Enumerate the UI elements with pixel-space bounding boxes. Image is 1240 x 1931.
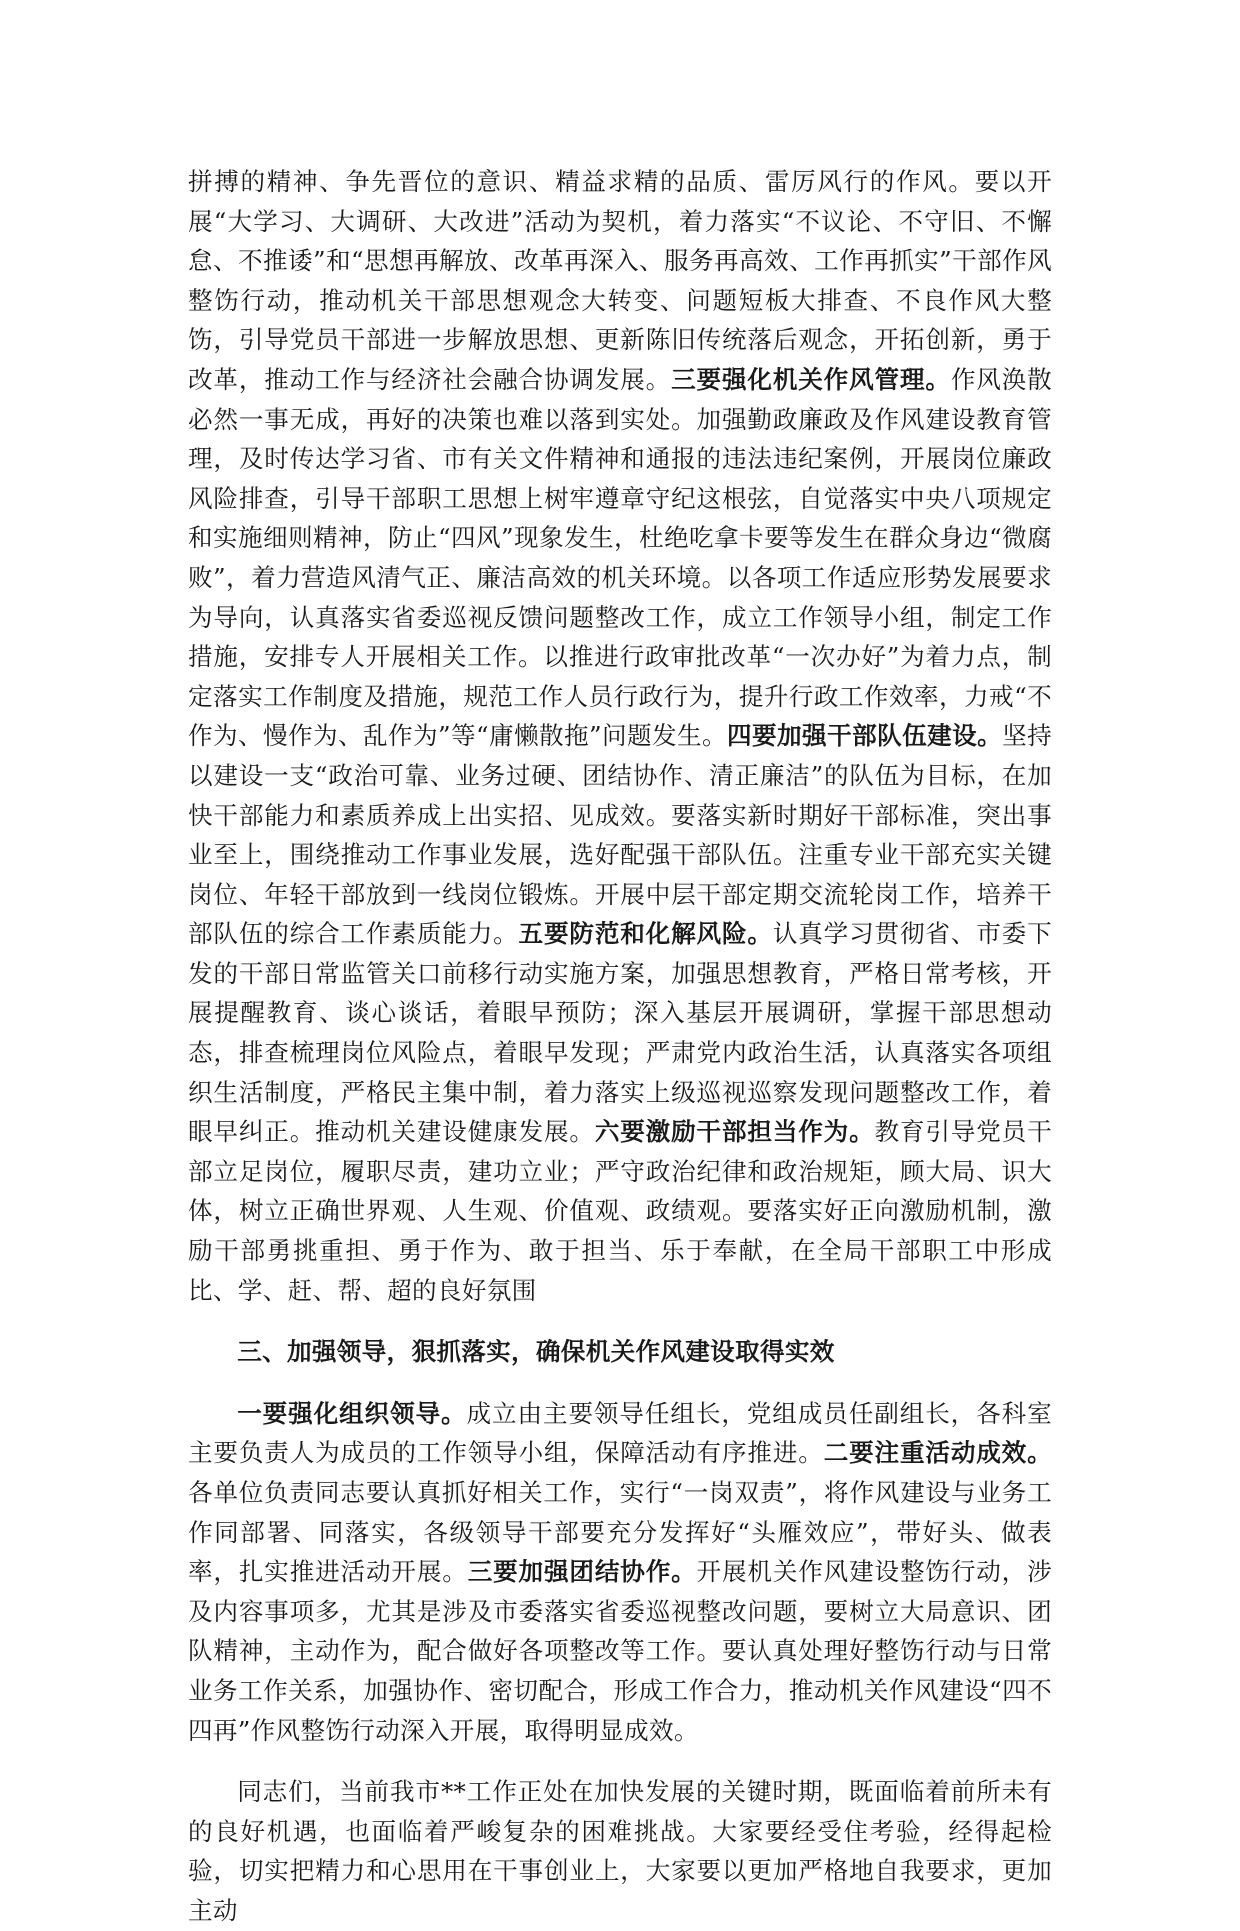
text-segment: 教育引导党员干部立足岗位，履职尽责，建功立业；严守政治纪律和政治规矩，顾大局、识大体，树立正确世界观、人生观、价值观、政绩观。要落实好正向激励机制，激励干部勇挑重担、勇于作为、敢于担当、乐于奉献，在全局干部职工中形成比、学、赶、帮、超的良好氛围 (188, 1117, 1052, 1305)
bold-point-three: 三要加强团结协作。 (467, 1557, 697, 1587)
text-segment: 同志们，当前我市**工作正处在加快发展的关键时期，既面临着前所未有的良好机遇，也面临着严峻复杂的困难挑战。大家要经受住考验，经得起检验，切实把精力和心思用在干事创业上，大家要以更加严格地自我要求，更加主动 (188, 1777, 1052, 1925)
text-segment: 各单位负责同志要认真抓好相关工作，实行“一岗双责”，将作风建设与业务工作同部署、同落实，各级领导干部要充分发挥好“头雁效应”，带好头、做表率，扎实推进活动开展。 (188, 1478, 1052, 1587)
bold-point-two: 二要注重活动成效。 (823, 1438, 1052, 1468)
bold-point-three: 三要强化机关作风管理。 (671, 364, 951, 394)
text-segment: 坚持以建设一支“政治可靠、业务过硬、团结协作、清正廉洁”的队伍为目标，在加快干部能力和素质养成上出实招、见成效。要落实新时期好干部标准，突出事业至上，围绕推动工作事业发展，选好配强干部队伍。注重专业干部充实关键岗位、年轻干部放到一线岗位锻炼。开展中层干部定期交流轮岗工作，培养干部队伍的综合工作素质能力。 (188, 721, 1052, 949)
bold-point-one: 一要强化组织领导。 (237, 1398, 467, 1428)
bold-point-five: 五要防范和化解风险。 (518, 919, 773, 949)
text-segment: 拼搏的精神、争先晋位的意识、精益求精的品质、雷厉风行的作风。要以开展“大学习、大调研、大改进”活动为契机，着力落实“不议论、不守旧、不懈怠、不推诿”和“思想再解放、改革再深入、服务再高效、工作再抓实”干部作风整饬行动，推动机关干部思想观念大转变、问题短板大排查、不良作风大整饬，引导党员干部进一步解放思想、更新陈旧传统落后观念，开拓创新，勇于改革，推动工作与经济社会融合协调发展。 (188, 167, 1052, 394)
paragraph-leadership (188, 1394, 1052, 1750)
bold-point-six: 六要激励干部担当作为。 (594, 1117, 875, 1147)
section-heading-three: 三、加强领导，狠抓落实，确保机关作风建设取得实效 (237, 1337, 835, 1367)
text-segment: 开展机关作风建设整饬行动，涉及内容事项多，尤其是涉及市委落实省委巡视整改问题，要树立大局意识、团队精神，主动作为，配合做好各项整改等工作。要认真处理好整饬行动与日常业务工作关系，加强协作、密切配合，形成工作合力，推动机关作风建设“四不四再”作风整饬行动深入开展，取得明显成效。 (188, 1557, 1052, 1745)
text-segment: 认真学习贯彻省、市委下发的干部日常监管关口前移行动实施方案，加强思想教育，严格日常考核，开展提醒教育、谈心谈话，着眼早预防；深入基层开展调研，掌握干部思想动态，排查梳理岗位风险点，着眼早发现；严肃党内政治生活，认真落实各项组织生活制度，严格民主集中制，着力落实上级巡视巡察发现问题整改工作，着眼早纠正。推动机关建设健康发展。 (188, 919, 1052, 1147)
text-segment: 成立由主要领导任组长，党组成员任副组长，各科室主要负责人为成员的工作领导小组，保障活动有序推进。 (188, 1398, 1053, 1468)
paragraph-closing (188, 1772, 1052, 1930)
text-segment: 作风涣散必然一事无成，再好的决策也难以落到实处。加强勤政廉政及作风建设教育管理，及时传达学习省、市有关文件精神和通报的违法违纪案例，开展岗位廉政风险排查，引导干部职工思想上树牢遵章守纪这根弦，自觉落实中央八项规定和实施细则精神，防止“四风”现象发生，杜绝吃拿卡要等发生在群众身边“微腐败”，着力营造风清气正、廉洁高效的机关环境。以各项工作适应形势发展要求为导向，认真落实省委巡视反馈问题整改工作，成立工作领导小组，制定工作措施，安排专人开展相关工作。以推进行政审批改革“一次办好”为着力点，制定落实工作制度及措施，规范工作人员行政行为，提升行政工作效率，力戒“不作为、慢作为、乱作为”等“庸懒散拖”问题发生。 (188, 364, 1053, 751)
bold-point-four: 四要加强干部队伍建设。 (727, 721, 1003, 751)
paragraph-work-style (188, 162, 1052, 1310)
